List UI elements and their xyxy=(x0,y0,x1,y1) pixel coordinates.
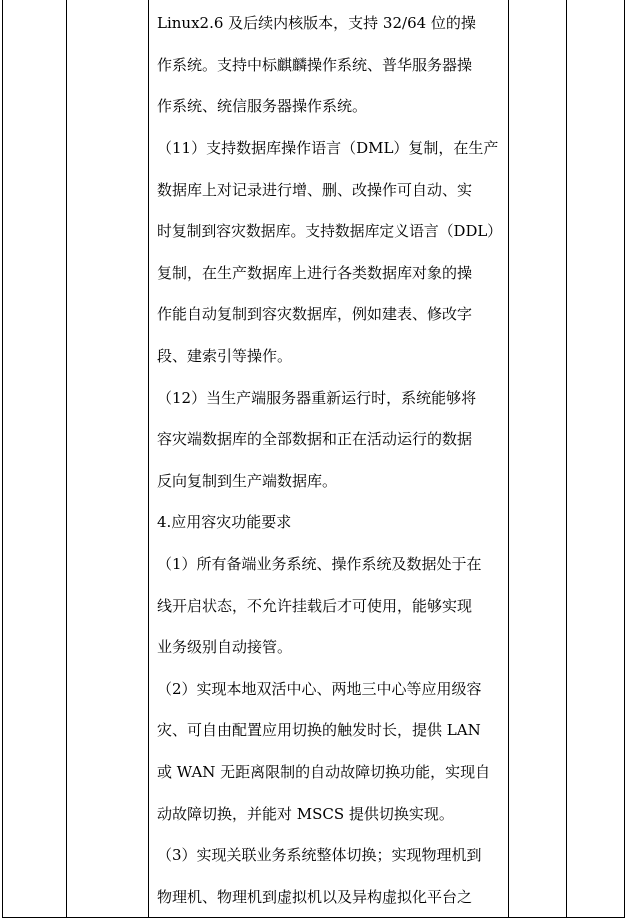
text-line: （3）实现关联业务系统整体切换；实现物理机到 xyxy=(157,846,482,864)
text-line: 动故障切换，并能对 MSCS 提供切换实现。 xyxy=(157,805,454,823)
text-line: 或 WAN 无距离限制的自动故障切换功能，实现自 xyxy=(157,763,491,781)
text-line: 灾、可自由配置应用切换的触发时长，提供 LAN xyxy=(157,721,481,739)
column-divider-4 xyxy=(566,0,567,918)
column-divider-2 xyxy=(148,0,149,918)
text-line: 容灾端数据库的全部数据和正在活动运行的数据 xyxy=(157,430,473,448)
text-line: 时复制到容灾数据库。支持数据库定义语言（DDL） xyxy=(157,222,503,240)
text-line: Linux2.6 及后续内核版本，支持 32/64 位的操 xyxy=(157,14,476,32)
text-line: （12）当生产端服务器重新运行时，系统能够将 xyxy=(157,389,477,407)
text-line: 作系统、统信服务器操作系统。 xyxy=(157,97,368,115)
text-line: 数据库上对记录进行增、删、改操作可自动、实 xyxy=(157,181,473,199)
section-heading: 4.应用容灾功能要求 xyxy=(157,513,292,531)
text-line: 线开启状态，不允许挂载后才可使用，能够实现 xyxy=(157,597,473,615)
text-line: 业务级别自动接管。 xyxy=(157,638,293,656)
text-line: 作能自动复制到容灾数据库，例如建表、修改字 xyxy=(157,305,473,323)
text-line: 物理机、物理机到虚拟机以及异构虚拟化平台之 xyxy=(157,888,473,906)
text-line: （1）所有备端业务系统、操作系统及数据处于在 xyxy=(157,555,482,573)
table-border-left xyxy=(2,0,3,918)
column-divider-1 xyxy=(66,0,67,918)
text-line: （11）支持数据库操作语言（DML）复制，在生产 xyxy=(157,139,499,157)
text-line: （2）实现本地双活中心、两地三中心等应用级容 xyxy=(157,680,482,698)
text-line: 作系统。支持中标麒麟操作系统、普华服务器操 xyxy=(157,56,473,74)
text-line: 反向复制到生产端数据库。 xyxy=(157,472,338,490)
text-line: 段、建索引等操作。 xyxy=(157,347,293,365)
column-divider-3 xyxy=(508,0,509,918)
table-border-right xyxy=(624,0,625,918)
table-border-bottom xyxy=(2,917,625,918)
text-line: 复制，在生产数据库上进行各类数据库对象的操 xyxy=(157,264,473,282)
